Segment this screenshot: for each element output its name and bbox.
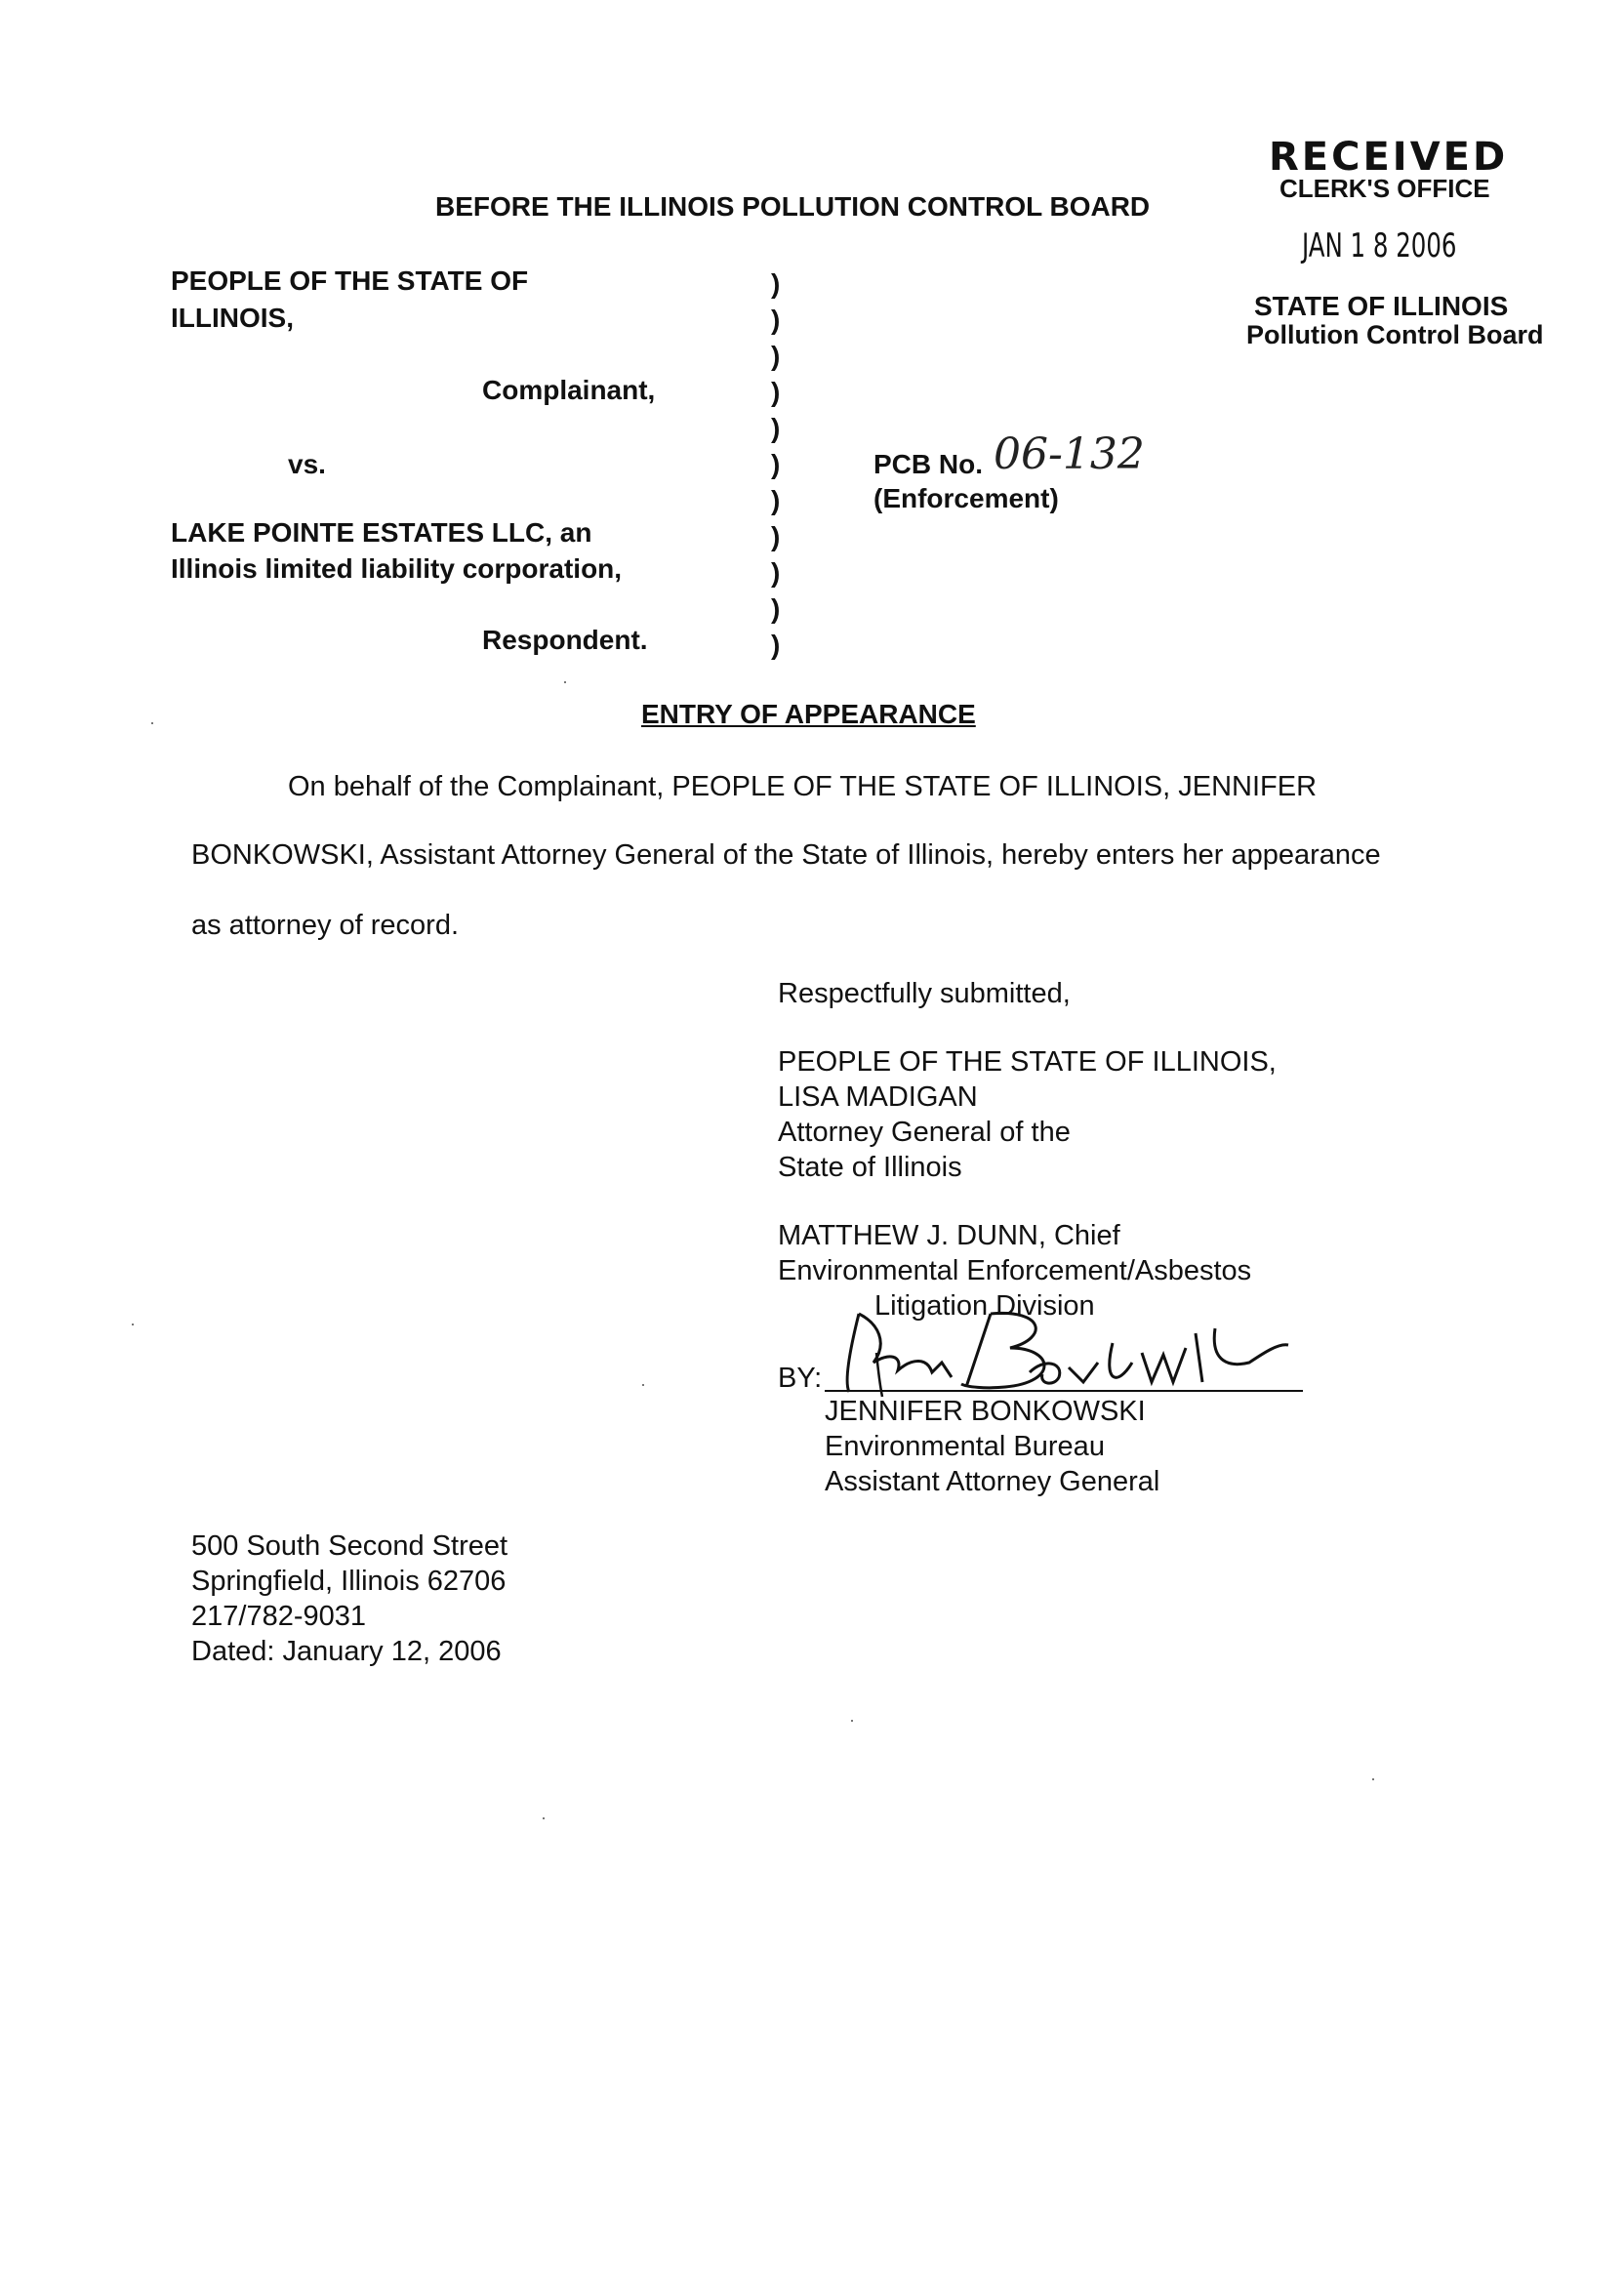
pcb-number-handwritten: 06-132	[994, 429, 1145, 479]
respondent-line1: LAKE POINTE ESTATES LLC, an	[171, 517, 592, 548]
paren: )	[771, 268, 781, 299]
scan-speck	[132, 1324, 134, 1325]
complainant-line2: ILLINOIS,	[171, 303, 294, 333]
stamp-date: JAN 1 8 2006	[1302, 226, 1457, 265]
case-type: (Enforcement)	[873, 483, 1059, 513]
paren: )	[771, 413, 781, 443]
body-line1: On behalf of the Complainant, PEOPLE OF THE STATE OF ILLINOIS, JENNIFER	[288, 771, 1318, 802]
signer-bureau: Environmental Bureau	[825, 1431, 1105, 1462]
scan-speck	[543, 1817, 545, 1819]
complainant-line1: PEOPLE OF THE STATE OF	[171, 265, 529, 296]
complainant-role: Complainant,	[482, 375, 656, 405]
sig-division2: Litigation Division	[874, 1290, 1095, 1322]
stamp-clerks-office: CLERK'S OFFICE	[1279, 174, 1490, 203]
caption-parens	[771, 265, 780, 663]
stamp-board: Pollution Control Board	[1246, 320, 1544, 349]
sig-ag-title2: State of Illinois	[778, 1152, 962, 1183]
stamp-state: STATE OF ILLINOIS	[1254, 291, 1509, 321]
scan-speck	[1372, 1778, 1374, 1780]
respondent-role: Respondent.	[482, 625, 648, 655]
pcb-label: PCB No.	[873, 449, 983, 479]
sig-ag-name: LISA MADIGAN	[778, 1081, 978, 1113]
address-dated: Dated: January 12, 2006	[191, 1636, 502, 1667]
paren: )	[771, 593, 781, 624]
closing: Respectfully submitted,	[778, 978, 1071, 1009]
paren: )	[771, 341, 781, 371]
paren: )	[771, 557, 781, 588]
paren: )	[771, 449, 781, 479]
board-heading: BEFORE THE ILLINOIS POLLUTION CONTROL BOARD	[435, 191, 1151, 222]
signer-name: JENNIFER BONKOWSKI	[825, 1396, 1146, 1427]
document-title: ENTRY OF APPEARANCE	[641, 699, 976, 729]
by-label: BY:	[778, 1363, 823, 1394]
scan-speck	[851, 1720, 853, 1722]
paren: )	[771, 630, 781, 660]
sig-chief-name: MATTHEW J. DUNN, Chief	[778, 1220, 1120, 1251]
paren: )	[771, 485, 781, 515]
body-line3: as attorney of record.	[191, 910, 460, 941]
sig-party: PEOPLE OF THE STATE OF ILLINOIS,	[778, 1046, 1277, 1078]
address-city: Springfield, Illinois 62706	[191, 1566, 507, 1597]
respondent-line2: Illinois limited liability corporation,	[171, 553, 623, 584]
address-street: 500 South Second Street	[191, 1530, 508, 1562]
paren: )	[771, 377, 781, 407]
scan-speck	[564, 681, 566, 683]
sig-division1: Environmental Enforcement/Asbestos	[778, 1255, 1252, 1286]
address-phone: 217/782-9031	[191, 1601, 366, 1632]
versus-label: vs.	[288, 449, 326, 479]
stamp-received-title: RECEIVED	[1269, 135, 1509, 180]
body-line2: BONKOWSKI, Assistant Attorney General of the State of Illinois, hereby enters her appearance	[191, 839, 1381, 871]
paren: )	[771, 521, 781, 551]
paren: )	[771, 305, 781, 335]
scan-speck	[151, 722, 153, 724]
signer-title: Assistant Attorney General	[825, 1466, 1160, 1497]
handwritten-signature	[820, 1294, 1308, 1402]
sig-ag-title1: Attorney General of the	[778, 1117, 1071, 1148]
scan-speck	[642, 1384, 644, 1386]
